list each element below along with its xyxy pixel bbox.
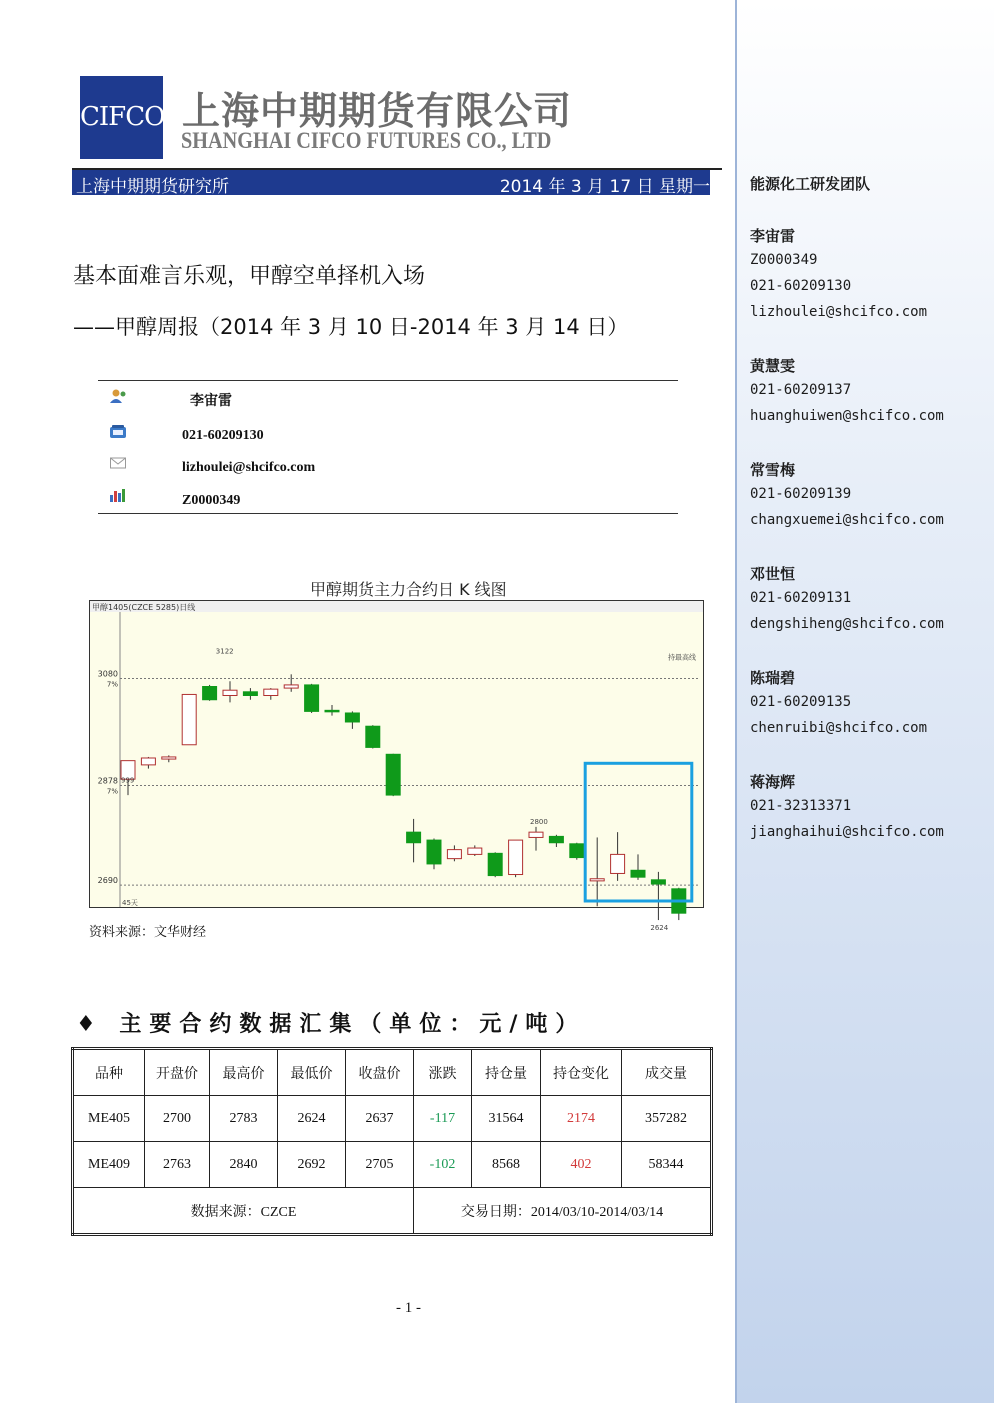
y-tick-label: 2878 [97,776,118,786]
chart-header-label: 甲醇1405(CZCE 5285)日线 [92,603,196,612]
member-name: 李宙雷 [750,227,796,245]
company-name-en: SHANGHAI CIFCO FUTURES CO., LTD [181,128,552,153]
table-header-cell: 成交量 [622,1049,712,1096]
contract-data-table [71,1047,713,1236]
member-name: 常雪梅 [750,461,796,479]
member-name: 陈瑞碧 [750,669,796,687]
author-license: Z0000349 [182,493,241,508]
table-row [73,1142,712,1188]
table-header-cell: 最低价 [278,1049,346,1096]
team-name: 能源化工研发团队 [750,175,871,193]
research-team-sidebar [735,0,994,1403]
candle-body [345,713,359,722]
author-email: lizhoulei@shcifco.com [182,460,316,475]
table-cell: 2705 [346,1142,414,1188]
candle-body [386,754,400,795]
table-header-cell: 最高价 [210,1049,278,1096]
chart-annotation: 999 [121,776,135,785]
y-tick-sublabel: 7% [106,680,118,689]
member-phone: 021-60209139 [750,486,852,502]
table-header-cell: 持仓量 [472,1049,541,1096]
author-top-divider [98,380,678,381]
table-cell: ME409 [73,1142,145,1188]
candle-body [631,870,645,877]
table-cell: ME405 [73,1096,145,1142]
candle-body [203,687,217,700]
candle-body [223,690,237,695]
candle-body [549,836,563,842]
candle-body [182,694,196,744]
author-phone: 021-60209130 [182,428,264,443]
institute-name: 上海中期期货研究所 [76,177,229,197]
table-section-title: ♦ 主要合约数据汇集（单位：元/吨） [76,1012,586,1037]
table-cell: 2700 [145,1096,210,1142]
table-date-cell: 交易日期：2014/03/10-2014/03/14 [414,1188,712,1235]
chart-source: 资料来源：文华财经 [89,925,207,940]
table-cell: 2624 [278,1096,346,1142]
table-cell: 357282 [622,1096,712,1142]
company-name-cn: 上海中期期货有限公司 [182,89,573,133]
member-email: jianghaihui@shcifco.com [750,824,944,840]
candle-body [162,757,176,759]
candle-body [488,853,502,875]
page-number: - 1 - [396,1300,421,1316]
chart-icon [109,487,127,503]
header-banner [72,170,710,195]
member-phone: 021-60209135 [750,694,852,710]
candle-body [284,685,298,688]
table-cell: 31564 [472,1096,541,1142]
table-header-cell: 收盘价 [346,1049,414,1096]
person-icon [109,388,127,404]
table-cell: 2692 [278,1142,346,1188]
author-name: 李宙雷 [190,394,232,409]
candle-body [570,844,584,858]
company-logo: CIFCO [80,76,163,159]
candle-body [325,710,339,712]
candle-body [141,758,155,765]
member-phone: 021-60209131 [750,590,852,606]
table-cell: 8568 [472,1142,541,1188]
chart-annotation: 2624 [650,924,669,933]
table-cell: 2763 [145,1142,210,1188]
table-cell: 2174 [541,1096,622,1142]
candle-body [243,692,257,696]
member-email: lizhoulei@shcifco.com [750,304,928,320]
y-tick-sublabel: 7% [106,787,118,796]
candle-body [264,689,278,695]
table-header-cell: 品种 [73,1049,145,1096]
member-email: changxuemei@shcifco.com [750,512,944,528]
table-cell: -117 [414,1096,472,1142]
table-source-cell: 数据来源：CZCE [73,1188,414,1235]
table-header-cell: 开盘价 [145,1049,210,1096]
report-subtitle: ——甲醇周报（2014 年 3 月 10 日-2014 年 3 月 14 日） [73,315,629,339]
member-name: 邓世恒 [750,565,796,583]
candle-body [407,832,421,843]
table-footer-row [73,1188,712,1235]
chart-annotation: 2800 [530,817,548,826]
member-name: 蒋海辉 [750,773,796,791]
candle-body [590,879,604,881]
phone-icon [109,424,127,440]
candle-body [447,850,461,859]
member-id: Z0000349 [750,252,818,268]
member-email: chenruibi@shcifco.com [750,720,928,736]
mail-icon [109,455,127,471]
report-date: 2014 年 3 月 17 日 星期一 [499,177,710,197]
table-cell: 2840 [210,1142,278,1188]
candle-body [427,840,441,864]
candle-body [611,854,625,873]
author-bottom-divider [98,513,678,514]
y-tick-label: 2690 [97,876,118,886]
table-header-row [73,1049,712,1096]
member-email: huanghuiwen@shcifco.com [750,408,944,424]
table-cell: 58344 [622,1142,712,1188]
table-header-cell: 持仓变化 [541,1049,622,1096]
table-row [73,1096,712,1142]
chart-annotation: 45天 [122,899,138,907]
table-cell: 2783 [210,1096,278,1142]
member-name: 黄慧雯 [750,357,796,375]
candle-body [366,726,380,747]
chart-title: 甲醇期货主力合约日 K 线图 [310,580,507,599]
member-phone: 021-60209137 [750,382,852,398]
chart-annotation: 3122 [215,647,234,656]
member-phone: 021-32313371 [750,798,852,814]
member-email: dengshiheng@shcifco.com [750,616,944,632]
candle-body [509,840,523,874]
candle-body [305,685,319,711]
candle-body [529,832,543,837]
y-tick-label: 3080 [97,669,118,679]
candle-body [651,880,665,884]
table-cell: 402 [541,1142,622,1188]
table-cell: -102 [414,1142,472,1188]
member-phone: 021-60209130 [750,278,852,294]
candle-body [468,848,482,854]
report-title: 基本面难言乐观，甲醇空单择机入场 [73,264,426,289]
table-header-cell: 涨跌 [414,1049,472,1096]
table-cell: 2637 [346,1096,414,1142]
chart-annotation: 持最高线 [668,653,696,662]
